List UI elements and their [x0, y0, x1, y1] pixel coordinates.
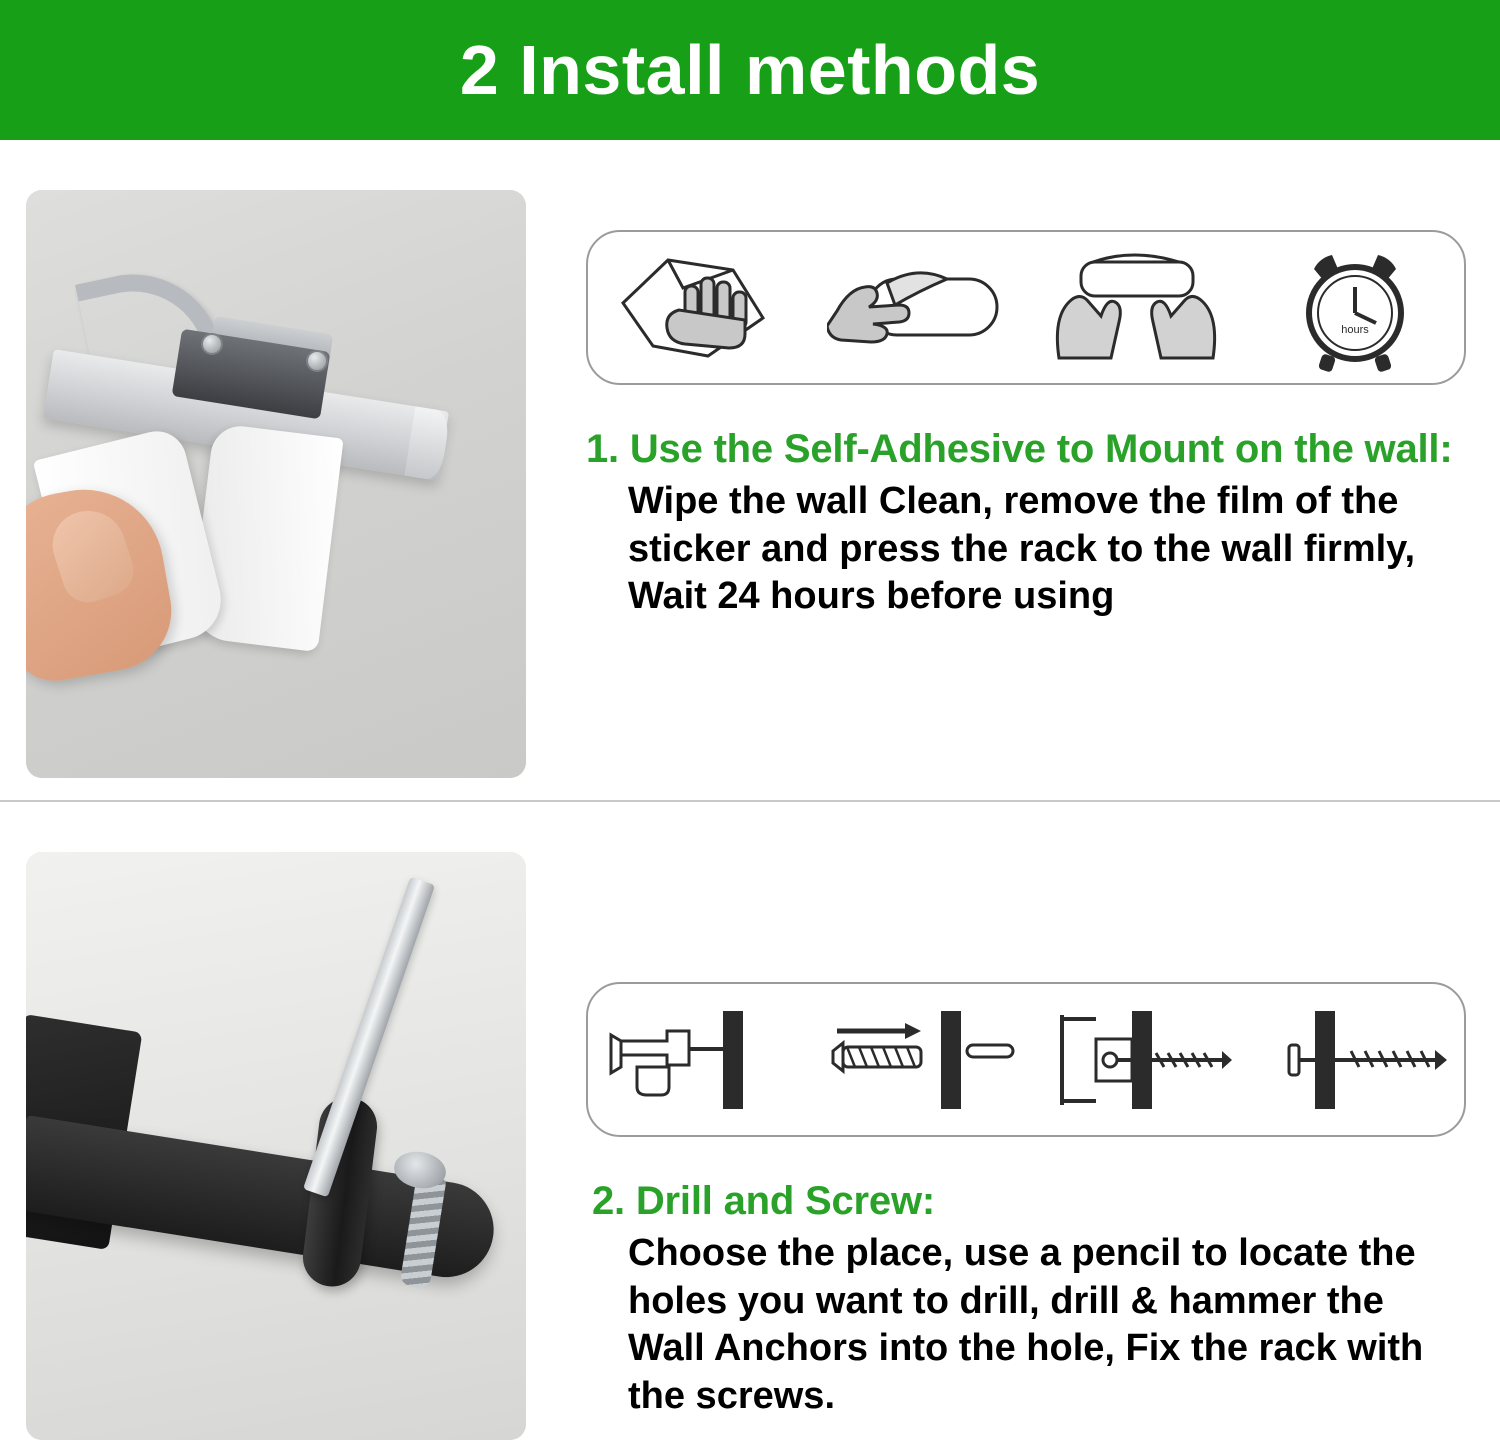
press-hands-icon: [1036, 243, 1236, 373]
alarm-clock-icon: [1255, 243, 1455, 373]
drill-hole-icon: [598, 995, 798, 1125]
wipe-cloth-icon: [598, 243, 798, 373]
attach-bracket-icon: [1036, 995, 1236, 1125]
step-2-body: Choose the place, use a pencil to locate the holes you want to drill, drill & hammer the Wall Anchors into the hole, Fix the rack with the screws.: [628, 1232, 1424, 1417]
page-header: [0, 0, 1500, 140]
tighten-screw-icon: [1255, 995, 1455, 1125]
screw-head-shape: [306, 350, 328, 372]
screw-head-shape: [201, 333, 223, 355]
page-title: 2 Install methods: [459, 31, 1041, 109]
icon-strip-drill-and-screw: [586, 982, 1466, 1137]
peel-film-icon: [817, 243, 1017, 373]
photo-self-adhesive: [26, 190, 526, 778]
content-column-1: [552, 140, 1500, 621]
step-1-body: Wipe the wall Clean, remove the film of the sticker and press the rack to the wall firmly, Wait 24 hours before using: [628, 480, 1416, 617]
photo-column-2: [0, 802, 552, 1440]
section-drill-and-screw: [0, 802, 1500, 1442]
content-column-2: [552, 802, 1500, 1420]
step-1-title: 1. Use the Self-Adhesive to Mount on the wall:: [586, 427, 1453, 471]
step-2-title: 2. Drill and Screw:: [592, 1179, 935, 1223]
section-self-adhesive: [0, 140, 1500, 800]
alarm-clock-label: hours: [1340, 323, 1369, 336]
icon-strip-self-adhesive: [586, 230, 1466, 385]
insert-anchor-icon: [817, 995, 1017, 1125]
photo-column-1: [0, 140, 552, 778]
photo-drill-and-screw: [26, 852, 526, 1440]
